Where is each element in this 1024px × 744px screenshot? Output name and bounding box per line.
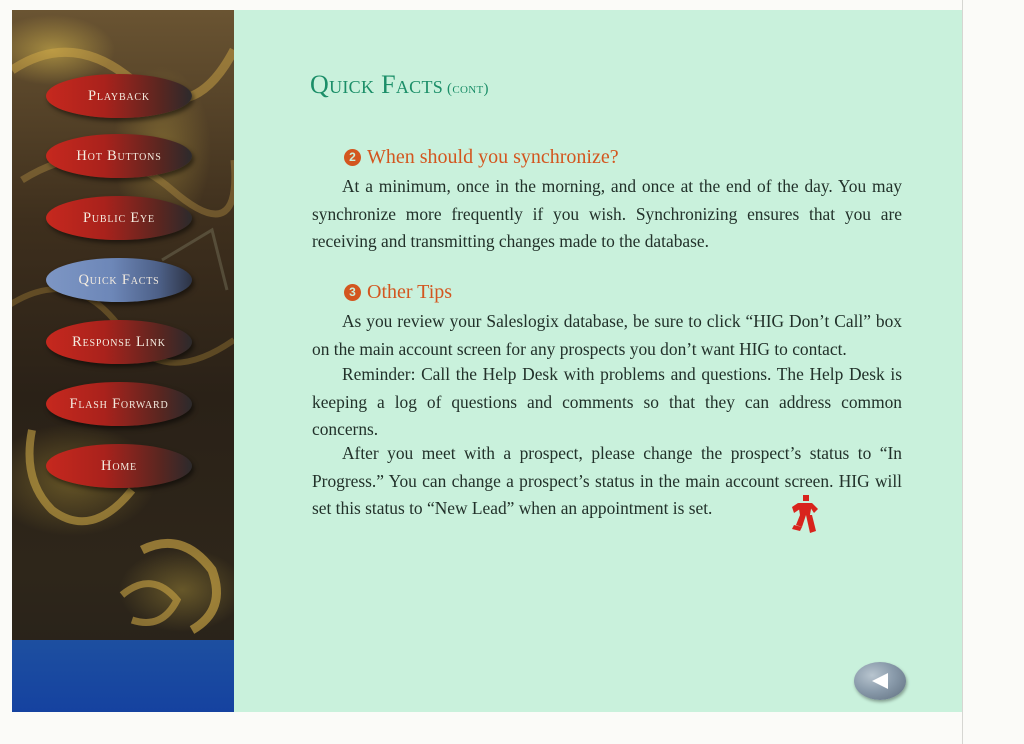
nav-public-eye-label: Public Eye bbox=[83, 209, 155, 226]
nav-playback-label: Playback bbox=[88, 87, 150, 104]
nav-flash-forward-button[interactable] bbox=[46, 382, 192, 426]
nav-quick-facts-label: Quick Facts bbox=[78, 271, 160, 288]
nav-playback-button[interactable] bbox=[46, 74, 192, 118]
section-number-badge: 2 bbox=[344, 149, 361, 166]
sidebar-footer-band bbox=[12, 640, 234, 712]
synchronize-paragraph: At a minimum, once in the morning, and once at the end of the day. You may synchronize more frequently if you wish. Synchronizing ensures that you are receiving and transmitting changes made to the database. bbox=[312, 176, 902, 251]
running-figure-icon bbox=[790, 493, 820, 537]
section-heading-other-tips bbox=[344, 281, 452, 304]
nav-response-link-label: Response Link bbox=[72, 333, 166, 350]
section-number-badge: 3 bbox=[344, 284, 361, 301]
page-subtitle: (cont) bbox=[447, 81, 489, 97]
scan-right-margin bbox=[962, 0, 1024, 744]
page-title-text: Quick Facts bbox=[310, 70, 444, 99]
nav-hot-buttons-button[interactable] bbox=[46, 134, 192, 178]
section-heading-text: When should you synchronize? bbox=[367, 146, 619, 168]
sidebar bbox=[12, 10, 234, 712]
nav-response-link-button[interactable] bbox=[46, 320, 192, 364]
back-button[interactable] bbox=[854, 662, 906, 700]
back-arrow-icon bbox=[870, 672, 890, 690]
content-panel bbox=[234, 10, 962, 712]
nav-quick-facts-button[interactable] bbox=[46, 258, 192, 302]
tip-status-paragraph: After you meet with a prospect, please change the prospect’s status to “In Progress.” You can change a prospect’s status in the main account screen. HIG will set this status to “New Lead” when an appointment is set. bbox=[312, 443, 902, 518]
nav-home-button[interactable] bbox=[46, 444, 192, 488]
page-title bbox=[310, 70, 489, 100]
section-heading-synchronize bbox=[344, 146, 619, 169]
nav-flash-forward-label: Flash Forward bbox=[69, 395, 169, 412]
nav-home-label: Home bbox=[101, 457, 137, 474]
tip-help-desk-paragraph: Reminder: Call the Help Desk with problems and questions. The Help Desk is keeping a log of questions and comments so that they can address common concerns. bbox=[312, 364, 902, 439]
section-heading-text: Other Tips bbox=[367, 281, 453, 303]
nav-hot-buttons-label: Hot Buttons bbox=[76, 147, 162, 164]
nav-public-eye-button[interactable] bbox=[46, 196, 192, 240]
tip-dont-call-paragraph: As you review your Saleslogix database, be sure to click “HIG Don’t Call” box on the main account screen for any prospects you don’t want HIG to contact. bbox=[312, 311, 902, 359]
